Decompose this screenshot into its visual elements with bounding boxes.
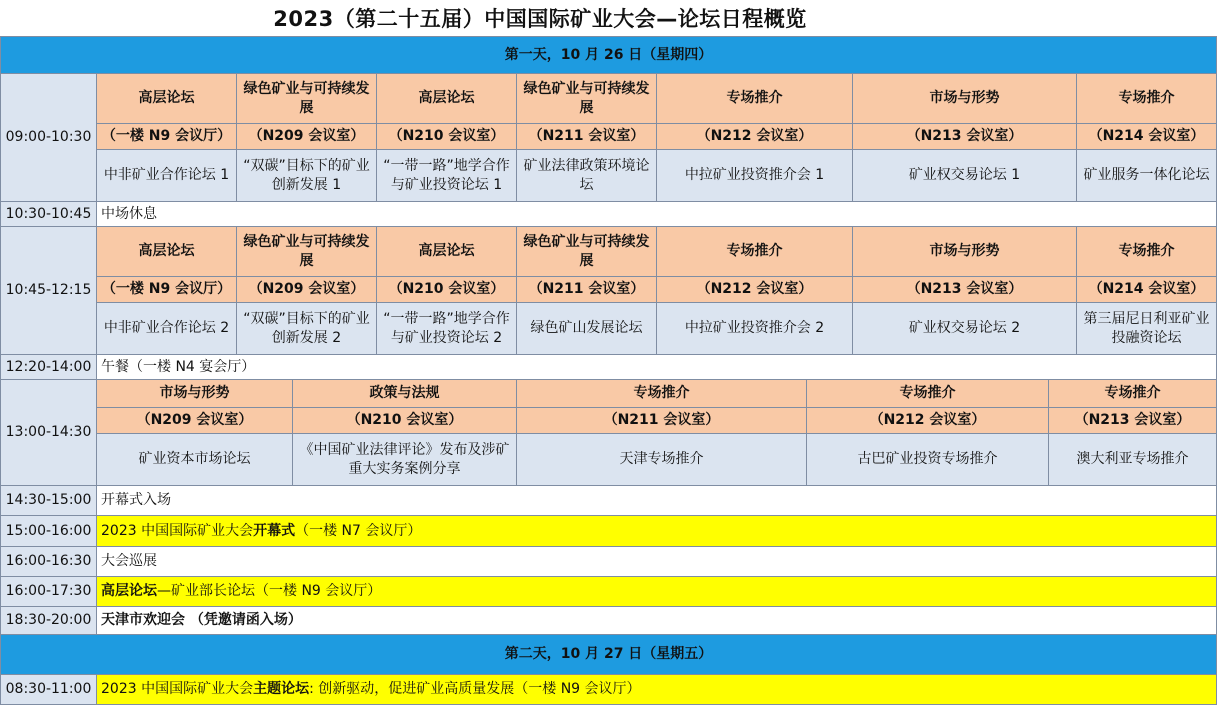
reception-time: 18:30-20:00 (1, 607, 97, 635)
keynote-text (97, 675, 1217, 705)
opening-pre: 2023 中国国际矿业大会 (101, 522, 254, 539)
block2-theme: 高层论坛 (377, 227, 517, 277)
opening-post: （一楼 N7 会议厅） (295, 522, 422, 539)
day2-header: 第二天，10 月 27 日（星期五） (1, 635, 1217, 675)
day1-header: 第一天，10 月 26 日（星期四） (1, 37, 1217, 74)
block3-forum: 矿业资本市场论坛 (97, 434, 293, 486)
block1-theme: 专场推介 (657, 74, 853, 124)
block2-time: 10:45-12:15 (1, 227, 97, 355)
keynote-bold: 主题论坛 (253, 681, 310, 698)
block1-room: （N212 会议室） (657, 124, 853, 150)
block3-forum: 天津专场推介 (517, 434, 807, 486)
block2-room: （N213 会议室） (853, 277, 1077, 303)
highlevel-time: 16:00-17:30 (1, 577, 97, 607)
block1-theme: 绿色矿业与可持续发展 (237, 74, 377, 124)
block1-room: （一楼 N9 会议厅） (97, 124, 237, 150)
block2-room: （N214 会议室） (1077, 277, 1217, 303)
block2-theme: 绿色矿业与可持续发展 (517, 227, 657, 277)
block2-forum: 第三届尼日利亚矿业投融资论坛 (1077, 303, 1217, 355)
block1-room: （N213 会议室） (853, 124, 1077, 150)
reception-text: 天津市欢迎会 （凭邀请函入场） (97, 607, 1217, 635)
block3-room: （N209 会议室） (97, 408, 293, 434)
block2-room: （N210 会议室） (377, 277, 517, 303)
block2-theme: 绿色矿业与可持续发展 (237, 227, 377, 277)
highlevel-post: —矿业部长论坛（一楼 N9 会议厅） (157, 583, 382, 600)
block3-theme: 政策与法规 (293, 380, 517, 408)
lunch-text: 午餐（一楼 N4 宴会厅） (97, 355, 1217, 380)
block3-forum: 《中国矿业法律评论》发布及涉矿重大实务案例分享 (293, 434, 517, 486)
entry-text: 开幕式入场 (97, 486, 1217, 516)
block3-room: （N211 会议室） (517, 408, 807, 434)
block3-theme: 专场推介 (1049, 380, 1217, 408)
break1-time: 10:30-10:45 (1, 202, 97, 227)
block2-forum: “双碳”目标下的矿业创新发展 2 (237, 303, 377, 355)
block2-theme: 高层论坛 (97, 227, 237, 277)
block1-room: （N214 会议室） (1077, 124, 1217, 150)
opening-time: 15:00-16:00 (1, 516, 97, 547)
block3-time: 13:00-14:30 (1, 380, 97, 486)
block1-theme: 市场与形势 (853, 74, 1077, 124)
keynote-pre: 2023 中国国际矿业大会 (101, 681, 254, 698)
keynote-time: 08:30-11:00 (1, 675, 97, 705)
block3-forum: 古巴矿业投资专场推介 (807, 434, 1049, 486)
block1-forum: 中拉矿业投资推介会 1 (657, 150, 853, 202)
schedule-table (0, 36, 1217, 705)
block2-forum: 绿色矿山发展论坛 (517, 303, 657, 355)
break1-text: 中场休息 (97, 202, 1217, 227)
opening-text (97, 516, 1217, 547)
block2-forum: “一带一路”地学合作与矿业投资论坛 2 (377, 303, 517, 355)
highlevel-bold: 高层论坛 (101, 583, 157, 600)
page-title: 2023（第二十五届）中国国际矿业大会—论坛日程概览 (273, 7, 807, 31)
block3-room: （N210 会议室） (293, 408, 517, 434)
block1-theme: 绿色矿业与可持续发展 (517, 74, 657, 124)
block1-theme: 高层论坛 (97, 74, 237, 124)
entry-time: 14:30-15:00 (1, 486, 97, 516)
tour-text: 大会巡展 (97, 547, 1217, 577)
block1-time: 09:00-10:30 (1, 74, 97, 202)
highlevel-text (97, 577, 1217, 607)
block3-room: （N212 会议室） (807, 408, 1049, 434)
block1-forum: “一带一路”地学合作与矿业投资论坛 1 (377, 150, 517, 202)
block1-theme: 专场推介 (1077, 74, 1217, 124)
block3-theme: 市场与形势 (97, 380, 293, 408)
block2-room: （N209 会议室） (237, 277, 377, 303)
block2-room: （一楼 N9 会议厅） (97, 277, 237, 303)
block1-forum: 矿业法律政策环境论坛 (517, 150, 657, 202)
block2-theme: 市场与形势 (853, 227, 1077, 277)
opening-bold: 开幕式 (253, 522, 296, 539)
block2-forum: 矿业权交易论坛 2 (853, 303, 1077, 355)
block3-theme: 专场推介 (807, 380, 1049, 408)
block2-theme: 专场推介 (1077, 227, 1217, 277)
block3-forum: 澳大利亚专场推介 (1049, 434, 1217, 486)
block1-theme: 高层论坛 (377, 74, 517, 124)
block3-theme: 专场推介 (517, 380, 807, 408)
block2-forum: 中拉矿业投资推介会 2 (657, 303, 853, 355)
keynote-post: : 创新驱动，促进矿业高质量发展（一楼 N9 会议厅） (309, 681, 641, 698)
block2-room: （N211 会议室） (517, 277, 657, 303)
lunch-time: 12:20-14:00 (1, 355, 97, 380)
block1-forum: 中非矿业合作论坛 1 (97, 150, 237, 202)
block1-room: （N210 会议室） (377, 124, 517, 150)
block1-room: （N209 会议室） (237, 124, 377, 150)
block1-forum: 矿业权交易论坛 1 (853, 150, 1077, 202)
block1-forum: “双碳”目标下的矿业创新发展 1 (237, 150, 377, 202)
tour-time: 16:00-16:30 (1, 547, 97, 577)
block1-forum: 矿业服务一体化论坛 (1077, 150, 1217, 202)
block2-theme: 专场推介 (657, 227, 853, 277)
block1-room: （N211 会议室） (517, 124, 657, 150)
block2-forum: 中非矿业合作论坛 2 (97, 303, 237, 355)
block2-room: （N212 会议室） (657, 277, 853, 303)
block3-room: （N213 会议室） (1049, 408, 1217, 434)
